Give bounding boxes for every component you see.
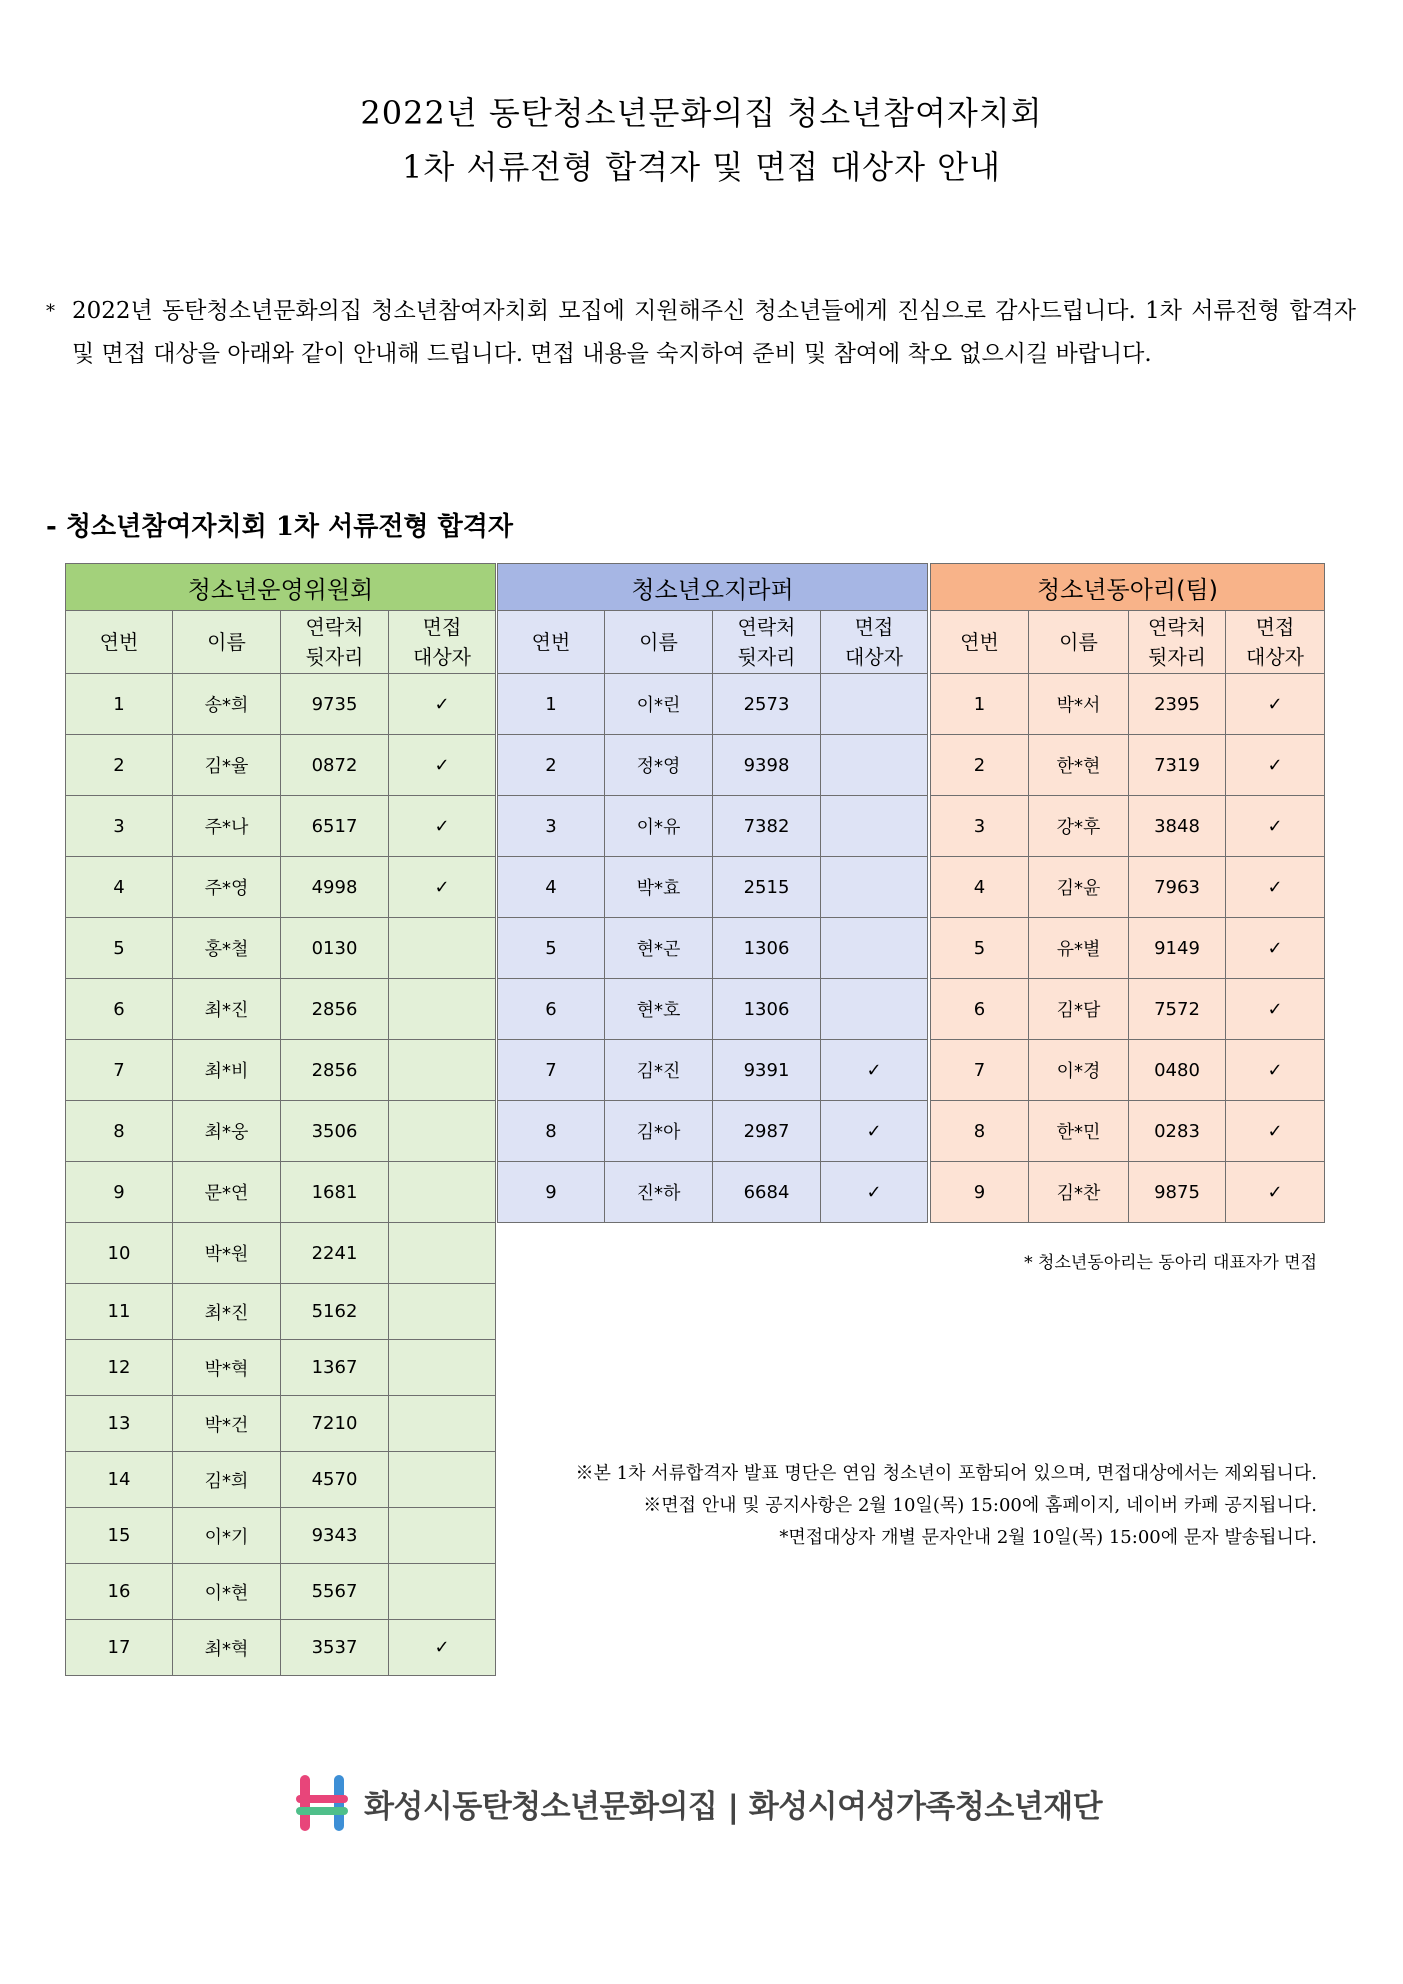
name-cell: 주*나: [173, 796, 281, 857]
interview-cell: [821, 979, 928, 1040]
number-cell: 16: [66, 1564, 173, 1620]
table-row: [66, 979, 496, 1040]
table-row: [931, 857, 1325, 918]
interview-cell: ✓: [389, 1620, 496, 1676]
contact-cell: 1681: [281, 1162, 389, 1223]
name-cell: 이*현: [173, 1564, 281, 1620]
column-header-interview: [821, 611, 928, 674]
name-cell: 박*건: [173, 1396, 281, 1452]
org-logo-icon: [294, 1773, 350, 1833]
column-header-number-line: 연번: [531, 630, 571, 654]
contact-cell: 5567: [281, 1564, 389, 1620]
contact-cell: 9343: [281, 1508, 389, 1564]
intro-bullet: *: [46, 301, 55, 322]
contact-cell: 2515: [713, 857, 821, 918]
group-header: 청소년운영위원회: [66, 564, 496, 611]
interview-cell: [389, 1508, 496, 1564]
column-header-interview-line: 면접: [422, 615, 462, 639]
column-header-contact-line: 뒷자리: [737, 645, 796, 669]
name-cell: 유*별: [1029, 918, 1129, 979]
name-cell: 이*유: [605, 796, 713, 857]
contact-cell: 1306: [713, 979, 821, 1040]
interview-cell: [821, 857, 928, 918]
interview-cell: [821, 796, 928, 857]
table-row: [498, 1101, 928, 1162]
column-header-interview-line: 면접: [854, 615, 894, 639]
table-row: [66, 1162, 496, 1223]
number-cell: 12: [66, 1340, 173, 1396]
contact-cell: 6684: [713, 1162, 821, 1223]
interview-cell: ✓: [1226, 979, 1325, 1040]
number-cell: 5: [498, 918, 605, 979]
contact-cell: 3537: [281, 1620, 389, 1676]
contact-cell: 7319: [1129, 735, 1226, 796]
number-cell: 3: [66, 796, 173, 857]
name-cell: 김*윤: [1029, 857, 1129, 918]
column-header-contact: [1129, 611, 1226, 674]
table-row: [66, 796, 496, 857]
interview-cell: ✓: [389, 735, 496, 796]
page-title-line1: 2022년 동탄청소년문화의집 청소년참여자치회: [360, 94, 1043, 132]
name-cell: 김*율: [173, 735, 281, 796]
column-header-interview: [389, 611, 496, 674]
table-row: [66, 1620, 496, 1676]
contact-cell: 6517: [281, 796, 389, 857]
interview-cell: ✓: [1226, 735, 1325, 796]
column-header-contact-line: 연락처: [737, 615, 796, 639]
column-header-contact: [281, 611, 389, 674]
number-cell: 9: [498, 1162, 605, 1223]
number-cell: 13: [66, 1396, 173, 1452]
interview-cell: [389, 1340, 496, 1396]
column-header-interview: [1226, 611, 1325, 674]
contact-cell: 9875: [1129, 1162, 1226, 1223]
name-cell: 김*진: [605, 1040, 713, 1101]
intro-paragraph: [46, 290, 1356, 376]
table-row: [931, 674, 1325, 735]
name-cell: 최*진: [173, 1284, 281, 1340]
interview-cell: [389, 1452, 496, 1508]
number-cell: 8: [66, 1101, 173, 1162]
name-cell: 김*찬: [1029, 1162, 1129, 1223]
name-cell: 최*진: [173, 979, 281, 1040]
number-cell: 6: [66, 979, 173, 1040]
number-cell: 4: [66, 857, 173, 918]
number-cell: 4: [931, 857, 1029, 918]
column-header-number: [931, 611, 1029, 674]
group-header: 청소년동아리(팀): [931, 564, 1325, 611]
interview-cell: [389, 1101, 496, 1162]
number-cell: 7: [931, 1040, 1029, 1101]
column-header-number-line: 연번: [960, 630, 999, 654]
number-cell: 6: [498, 979, 605, 1040]
name-cell: 홍*철: [173, 918, 281, 979]
table-row: [498, 1040, 928, 1101]
table-row: [66, 1040, 496, 1101]
column-header-name-line: 이름: [1059, 630, 1098, 654]
number-cell: 9: [931, 1162, 1029, 1223]
table-row: [66, 1101, 496, 1162]
table-row: [498, 1162, 928, 1223]
contact-cell: 1306: [713, 918, 821, 979]
column-header-interview-line: 대상자: [1246, 645, 1304, 669]
name-cell: 최*비: [173, 1040, 281, 1101]
table-row: [498, 979, 928, 1040]
contact-cell: 4998: [281, 857, 389, 918]
name-cell: 박*서: [1029, 674, 1129, 735]
column-header-name-line: 이름: [639, 630, 678, 654]
number-cell: 15: [66, 1508, 173, 1564]
name-cell: 이*린: [605, 674, 713, 735]
section-title: - 청소년참여자치회 1차 서류전형 합격자: [46, 512, 513, 542]
name-cell: 진*하: [605, 1162, 713, 1223]
name-cell: 정*영: [605, 735, 713, 796]
number-cell: 1: [931, 674, 1029, 735]
contact-cell: 2987: [713, 1101, 821, 1162]
name-cell: 최*웅: [173, 1101, 281, 1162]
column-header-interview-line: 면접: [1255, 615, 1295, 639]
number-cell: 11: [66, 1284, 173, 1340]
number-cell: 14: [66, 1452, 173, 1508]
column-header-contact-line: 연락처: [305, 615, 364, 639]
column-header-number-line: 연번: [99, 630, 139, 654]
column-header-name-line: 이름: [207, 630, 246, 654]
column-header-name: [1029, 611, 1129, 674]
number-cell: 3: [931, 796, 1029, 857]
contact-cell: 7210: [281, 1396, 389, 1452]
table-row: [498, 674, 928, 735]
number-cell: 2: [931, 735, 1029, 796]
contact-cell: 2856: [281, 1040, 389, 1101]
table-row: [66, 1564, 496, 1620]
interview-cell: ✓: [1226, 1101, 1325, 1162]
interview-cell: [389, 1162, 496, 1223]
name-cell: 강*후: [1029, 796, 1129, 857]
name-cell: 주*영: [173, 857, 281, 918]
column-header-number: [498, 611, 605, 674]
number-cell: 9: [66, 1162, 173, 1223]
interview-cell: ✓: [1226, 1162, 1325, 1223]
column-header-name: [605, 611, 713, 674]
name-cell: 이*기: [173, 1508, 281, 1564]
name-cell: 박*효: [605, 857, 713, 918]
number-cell: 7: [498, 1040, 605, 1101]
table-row: [66, 1396, 496, 1452]
name-cell: 한*민: [1029, 1101, 1129, 1162]
interview-cell: [389, 1223, 496, 1284]
name-cell: 김*담: [1029, 979, 1129, 1040]
group-header: 청소년오지라퍼: [498, 564, 928, 611]
interview-cell: ✓: [821, 1101, 928, 1162]
column-header-name: [173, 611, 281, 674]
interview-cell: ✓: [1226, 1040, 1325, 1101]
interview-cell: [389, 1564, 496, 1620]
contact-cell: 7963: [1129, 857, 1226, 918]
interview-cell: ✓: [821, 1162, 928, 1223]
interview-cell: [821, 735, 928, 796]
name-cell: 김*아: [605, 1101, 713, 1162]
contact-cell: 2573: [713, 674, 821, 735]
contact-cell: 7382: [713, 796, 821, 857]
contact-cell: 1367: [281, 1340, 389, 1396]
name-cell: 박*원: [173, 1223, 281, 1284]
interview-cell: [389, 1396, 496, 1452]
table-row: [931, 1040, 1325, 1101]
interview-cell: ✓: [1226, 796, 1325, 857]
contact-cell: 9391: [713, 1040, 821, 1101]
contact-cell: 3506: [281, 1101, 389, 1162]
name-cell: 박*혁: [173, 1340, 281, 1396]
number-cell: 8: [931, 1101, 1029, 1162]
contact-cell: 0480: [1129, 1040, 1226, 1101]
table-row: [931, 735, 1325, 796]
column-header-interview-line: 대상자: [413, 645, 471, 669]
table-row: [66, 674, 496, 735]
column-header-number: [66, 611, 173, 674]
number-cell: 4: [498, 857, 605, 918]
column-header-contact-line: 뒷자리: [1148, 645, 1206, 669]
name-cell: 한*현: [1029, 735, 1129, 796]
table-row: [931, 1101, 1325, 1162]
interview-cell: ✓: [389, 857, 496, 918]
table-row: [931, 979, 1325, 1040]
name-cell: 최*혁: [173, 1620, 281, 1676]
contact-cell: 0130: [281, 918, 389, 979]
group-table: [497, 563, 928, 1223]
column-header-interview-line: 대상자: [845, 645, 903, 669]
notice-list: [576, 1458, 1317, 1554]
interview-cell: ✓: [389, 674, 496, 735]
table-row: [498, 857, 928, 918]
contact-cell: 2395: [1129, 674, 1226, 735]
table-row: [66, 1452, 496, 1508]
table-row: [66, 1508, 496, 1564]
interview-cell: [821, 674, 928, 735]
interview-cell: [389, 1284, 496, 1340]
contact-cell: 3848: [1129, 796, 1226, 857]
table-row: [66, 918, 496, 979]
column-header-contact-line: 뒷자리: [305, 645, 364, 669]
contact-cell: 0872: [281, 735, 389, 796]
number-cell: 2: [498, 735, 605, 796]
name-cell: 김*희: [173, 1452, 281, 1508]
number-cell: 1: [66, 674, 173, 735]
contact-cell: 9735: [281, 674, 389, 735]
table-row: [931, 796, 1325, 857]
interview-cell: ✓: [1226, 857, 1325, 918]
group-table: [930, 563, 1325, 1223]
contact-cell: 9149: [1129, 918, 1226, 979]
interview-cell: [389, 1040, 496, 1101]
interview-cell: [821, 918, 928, 979]
contact-cell: 2241: [281, 1223, 389, 1284]
contact-cell: 5162: [281, 1284, 389, 1340]
number-cell: 5: [66, 918, 173, 979]
table-row: [498, 796, 928, 857]
interview-cell: ✓: [389, 796, 496, 857]
number-cell: 2: [66, 735, 173, 796]
name-cell: 현*곤: [605, 918, 713, 979]
column-header-contact-line: 연락처: [1148, 615, 1206, 639]
footer-org-text: 화성시동탄청소년문화의집 | 화성시여성가족청소년재단: [364, 1788, 1103, 1825]
contact-cell: 4570: [281, 1452, 389, 1508]
table-row: [498, 735, 928, 796]
table-row: [931, 1162, 1325, 1223]
club-note: * 청소년동아리는 동아리 대표자가 면접: [1024, 1253, 1317, 1273]
number-cell: 3: [498, 796, 605, 857]
column-header-contact: [713, 611, 821, 674]
number-cell: 17: [66, 1620, 173, 1676]
notice-item: *면접대상자 개별 문자안내 2월 10일(목) 15:00에 문자 발송됩니다.: [779, 1527, 1317, 1548]
table-row: [66, 1223, 496, 1284]
interview-cell: [389, 918, 496, 979]
number-cell: 10: [66, 1223, 173, 1284]
footer: [294, 1773, 1102, 1833]
table-row: [498, 918, 928, 979]
interview-cell: ✓: [1226, 674, 1325, 735]
notice-item: ※본 1차 서류합격자 발표 명단은 연임 청소년이 포함되어 있으며, 면접대상에서는 제외됩니다.: [575, 1463, 1317, 1484]
number-cell: 1: [498, 674, 605, 735]
table-row: [66, 857, 496, 918]
interview-cell: [389, 979, 496, 1040]
intro-text: 2022년 동탄청소년문화의집 청소년참여자치회 모집에 지원해주신 청소년들에게 진심으로 감사드립니다. 1차 서류전형 합격자 및 면접 대상을 아래와 같이 안내해 드립니다. 면접 내용을 숙지하여 준비 및 참여에 착오 없으시길 바랍니다.: [72, 298, 1356, 367]
notice-item: ※면접 안내 및 공지사항은 2월 10일(목) 15:00에 홈페이지, 네이버 카페 공지됩니다.: [643, 1495, 1317, 1516]
name-cell: 문*연: [173, 1162, 281, 1223]
interview-cell: ✓: [1226, 918, 1325, 979]
interview-cell: ✓: [821, 1040, 928, 1101]
table-row: [66, 1284, 496, 1340]
table-row: [931, 918, 1325, 979]
page-title-line2: 1차 서류전형 합격자 및 면접 대상자 안내: [402, 148, 1001, 186]
contact-cell: 2856: [281, 979, 389, 1040]
name-cell: 현*호: [605, 979, 713, 1040]
contact-cell: 0283: [1129, 1101, 1226, 1162]
name-cell: 이*경: [1029, 1040, 1129, 1101]
table-row: [66, 735, 496, 796]
table-row: [66, 1340, 496, 1396]
number-cell: 8: [498, 1101, 605, 1162]
contact-cell: 9398: [713, 735, 821, 796]
name-cell: 송*희: [173, 674, 281, 735]
contact-cell: 7572: [1129, 979, 1226, 1040]
number-cell: 7: [66, 1040, 173, 1101]
number-cell: 6: [931, 979, 1029, 1040]
number-cell: 5: [931, 918, 1029, 979]
group-table: [65, 563, 496, 1676]
